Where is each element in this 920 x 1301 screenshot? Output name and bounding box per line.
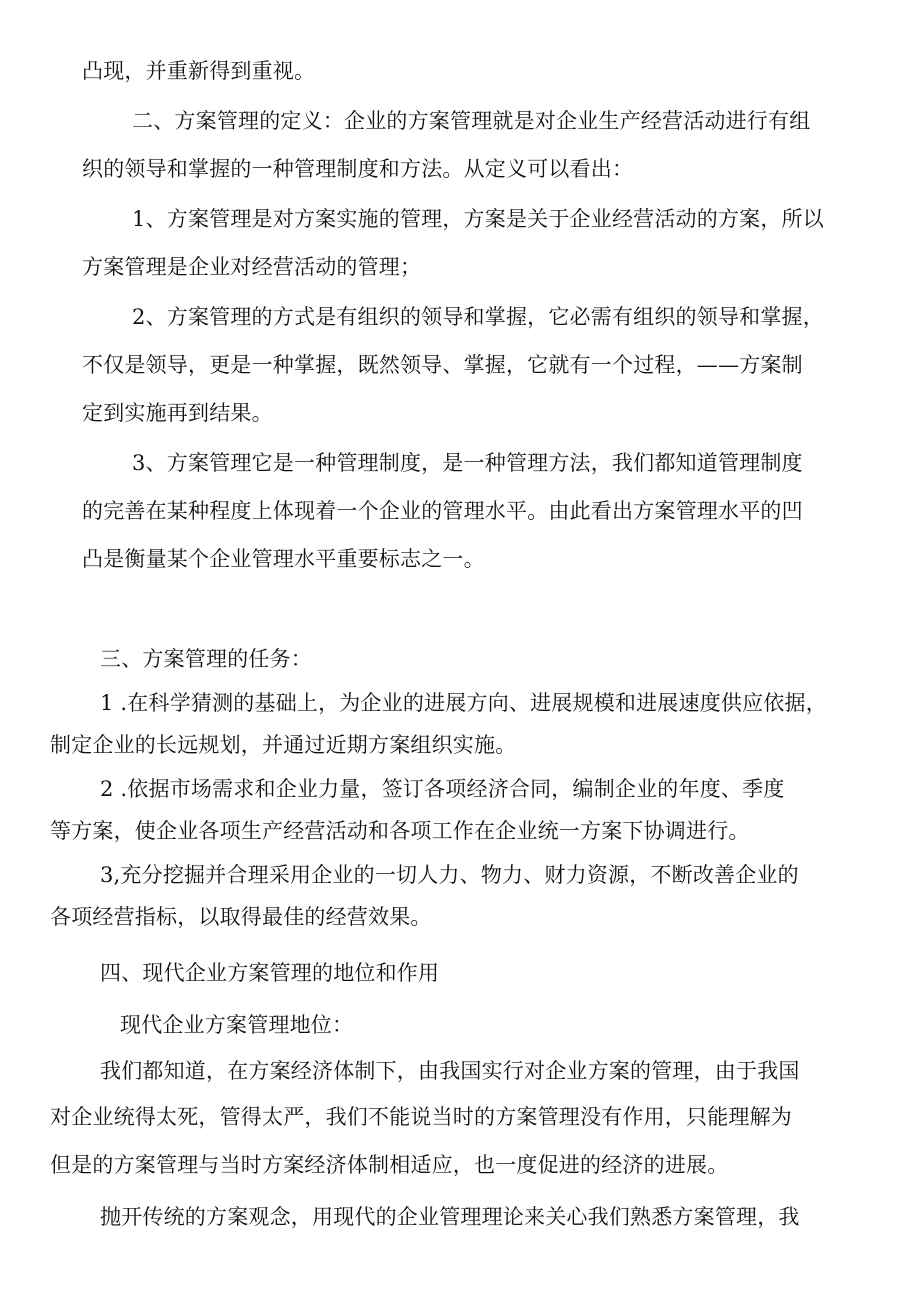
paragraph-line: 凸是衡量某个企业管理水平重要标志之一。	[82, 547, 485, 571]
list-item-line: 1 .在科学猜测的基础上，为企业的进展方向、进展规模和进展速度供应依据，	[100, 691, 827, 715]
list-item-line: 2 .依据市场需求和企业力量，签订各项经济合同，编制企业的年度、季度	[100, 777, 785, 801]
section-heading-definition: 二、方案管理的定义：企业的方案管理就是对企业生产经营活动进行有组	[132, 109, 811, 133]
paragraph-line: 凸现，并重新得到重视。	[82, 59, 316, 83]
list-item-line: 3、方案管理它是一种管理制度，是一种管理方法，我们都知道管理制度	[132, 451, 803, 475]
paragraph-line: 不仅是领导，更是一种掌握，既然领导、掌握，它就有一个过程，——方案制	[82, 353, 803, 377]
list-item-line: 3,充分挖掘并合理采用企业的一切人力、物力、财力资源，不断改善企业的	[100, 863, 799, 887]
paragraph-line: 对企业统得太死，管得太严，我们不能说当时的方案管理没有作用，只能理解为	[50, 1105, 792, 1129]
list-item-line: 1、方案管理是对方案实施的管理，方案是关于企业经营活动的方案，所以	[132, 207, 824, 231]
paragraph-line: 的完善在某种程度上体现着一个企业的管理水平。由此看出方案管理水平的凹	[82, 499, 803, 523]
subheading-line: 现代企业方案管理地位：	[120, 1013, 354, 1037]
paragraph-line: 但是的方案管理与当时方案经济体制相适应，也一度促进的经济的进展。	[50, 1153, 729, 1177]
paragraph-line: 我们都知道，在方案经济体制下，由我国实行对企业方案的管理，由于我国	[100, 1059, 800, 1083]
paragraph-line: 抛开传统的方案观念，用现代的企业管理理论来关心我们熟悉方案管理，我	[100, 1205, 800, 1229]
paragraph-line: 制定企业的长远规划，并通过近期方案组织实施。	[50, 733, 517, 757]
paragraph-line: 定到实施再到结果。	[82, 401, 273, 425]
paragraph-line: 等方案，使企业各项生产经营活动和各项工作在企业统一方案下协调进行。	[50, 819, 750, 843]
paragraph-line: 方案管理是企业对经营活动的管理；	[82, 255, 422, 279]
section-heading-role: 四、现代企业方案管理的地位和作用	[100, 961, 440, 985]
section-heading-tasks: 三、方案管理的任务：	[100, 647, 312, 671]
paragraph-line: 织的领导和掌握的一种管理制度和方法。从定义可以看出：	[82, 157, 634, 181]
list-item-line: 2、方案管理的方式是有组织的领导和掌握，它必需有组织的领导和掌握，	[132, 305, 824, 329]
paragraph-line: 各项经营指标，以取得最佳的经营效果。	[50, 905, 432, 929]
